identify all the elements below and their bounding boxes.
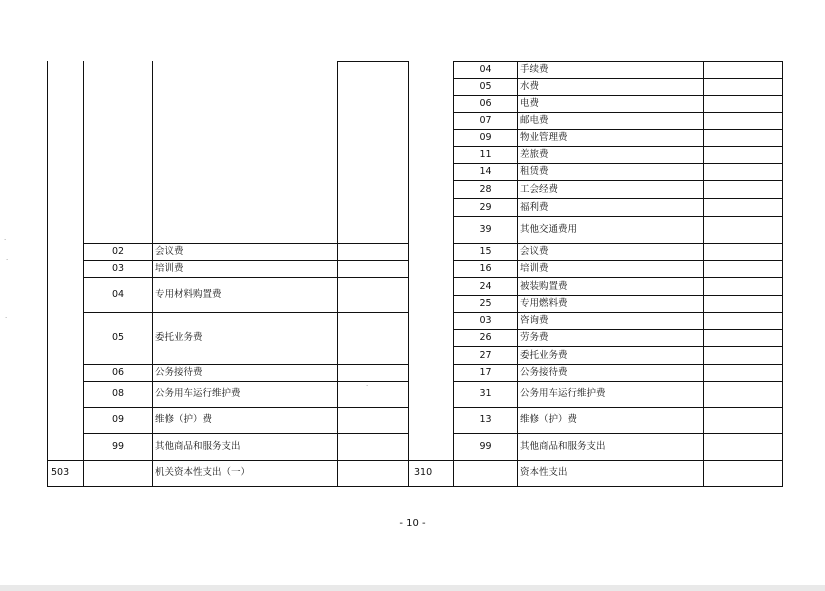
right-row-name: 委托业务费	[520, 350, 568, 361]
left-row-code: 06	[111, 367, 125, 378]
right-row-code: 13	[479, 414, 492, 425]
left-row-code: 03	[111, 263, 125, 274]
right-category-name: 资本性支出	[520, 467, 568, 478]
left-row-name: 委托业务费	[155, 332, 203, 343]
scan-speck: ·	[5, 314, 8, 322]
right-row-code: 03	[479, 315, 492, 326]
left-row-name: 培训费	[155, 263, 184, 274]
left-category-name: 机关资本性支出（一）	[155, 467, 251, 478]
right-row-name: 物业管理费	[520, 132, 568, 143]
right-row-name: 公务用车运行维护费	[520, 388, 606, 399]
right-row-name: 被装购置费	[520, 281, 568, 292]
right-row-name: 会议费	[520, 246, 549, 257]
right-row-code: 27	[479, 350, 492, 361]
right-row-code: 14	[479, 166, 492, 177]
scan-speck: ·	[366, 382, 369, 390]
right-row-code: 16	[479, 263, 492, 274]
left-row-code: 99	[111, 441, 125, 452]
scan-speck: ·	[6, 256, 9, 264]
right-row-code: 09	[479, 132, 492, 143]
right-row-code: 06	[479, 98, 492, 109]
right-row-code: 25	[479, 298, 492, 309]
right-row-name: 劳务费	[520, 332, 549, 343]
right-row-code: 31	[479, 388, 492, 399]
left-row-code: 02	[111, 246, 125, 257]
right-row-code: 04	[479, 64, 492, 75]
left-row-name: 公务接待费	[155, 367, 203, 378]
right-row-code: 17	[479, 367, 492, 378]
right-row-code: 99	[479, 441, 492, 452]
right-row-name: 租赁费	[520, 166, 549, 177]
left-row-code: 08	[111, 388, 125, 399]
left-category-code: 503	[51, 467, 70, 478]
right-row-name: 其他交通费用	[520, 224, 578, 235]
right-row-code: 07	[479, 115, 492, 126]
right-row-name: 差旅费	[520, 149, 549, 160]
left-row-code: 09	[111, 414, 125, 425]
left-row-name: 其他商品和服务支出	[155, 441, 241, 452]
right-row-code: 39	[479, 224, 492, 235]
right-row-name: 工会经费	[520, 184, 559, 195]
right-row-name: 培训费	[520, 263, 549, 274]
right-row-code: 11	[479, 149, 492, 160]
left-row-name: 会议费	[155, 246, 184, 257]
right-row-name: 福利费	[520, 202, 549, 213]
page-number: - 10 -	[399, 518, 426, 529]
right-row-code: 24	[479, 281, 492, 292]
left-row-name: 专用材料购置费	[155, 289, 222, 300]
right-row-code: 29	[479, 202, 492, 213]
right-row-name: 维修（护）费	[520, 414, 578, 425]
right-row-name: 其他商品和服务支出	[520, 441, 606, 452]
right-row-name: 公务接待费	[520, 367, 568, 378]
scan-bottom-edge	[0, 585, 825, 591]
left-row-name: 维修（护）费	[155, 414, 213, 425]
right-row-name: 邮电费	[520, 115, 549, 126]
right-row-code: 28	[479, 184, 492, 195]
left-row-name: 公务用车运行维护费	[155, 388, 241, 399]
right-row-name: 电费	[520, 98, 540, 109]
right-row-name: 水费	[520, 81, 540, 92]
right-category-code: 310	[414, 467, 433, 478]
right-row-name: 手续费	[520, 64, 549, 75]
right-row-name: 咨询费	[520, 315, 549, 326]
left-row-code: 05	[111, 332, 125, 343]
right-row-code: 26	[479, 332, 492, 343]
left-row-code: 04	[111, 289, 125, 300]
right-row-name: 专用燃料费	[520, 298, 568, 309]
right-row-code: 15	[479, 246, 492, 257]
scan-speck: ·	[4, 236, 7, 244]
right-row-code: 05	[479, 81, 492, 92]
